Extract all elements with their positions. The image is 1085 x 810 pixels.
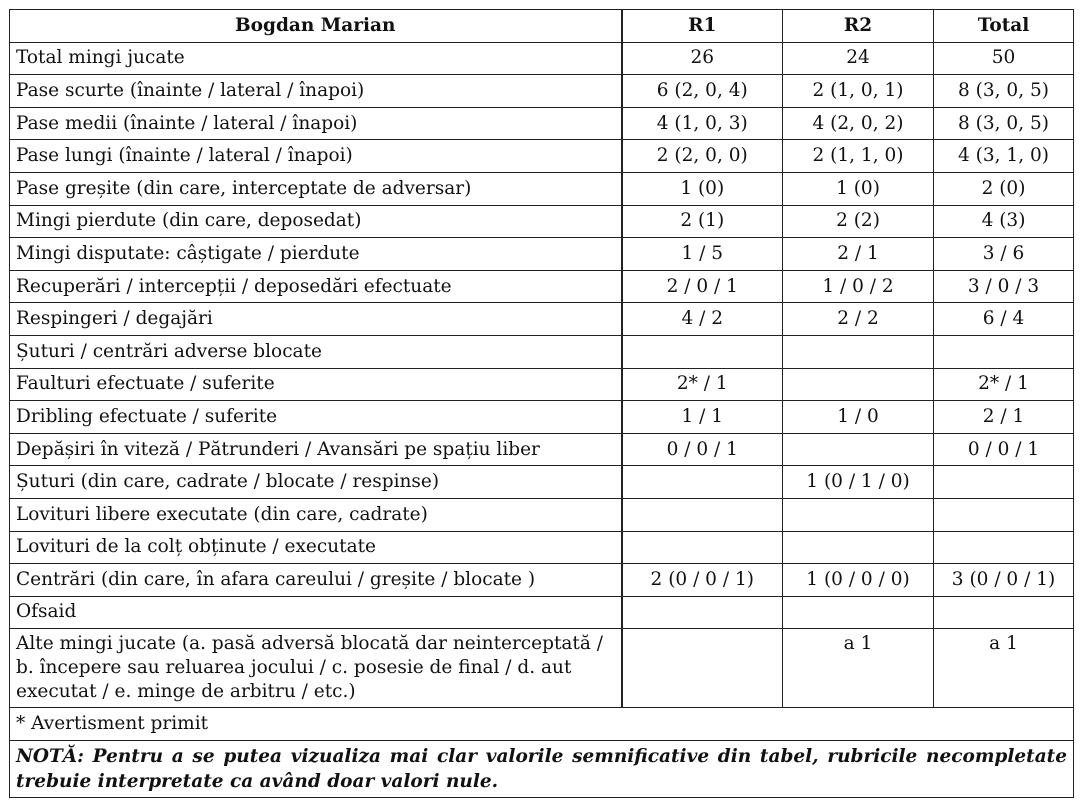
note-text: NOTĂ: Pentru a se putea vizualiza mai clar valorile semnificative din tabel, rubricile necompletate trebuie interpretate ca având doar valori nule. <box>10 740 1074 797</box>
table-row <box>10 172 1074 205</box>
stat-r2: 1 (0 / 1 / 0) <box>783 466 934 499</box>
stat-r1: 6 (2, 0, 4) <box>622 75 783 108</box>
stat-total <box>934 596 1074 629</box>
table-row <box>10 107 1074 140</box>
stat-r1: 4 / 2 <box>622 303 783 336</box>
stat-r1: 2 (0 / 0 / 1) <box>622 564 783 597</box>
table-row <box>10 270 1074 303</box>
stat-r2 <box>783 368 934 401</box>
stat-r1: 0 / 0 / 1 <box>622 433 783 466</box>
player-stats-table <box>9 9 1074 798</box>
table-row <box>10 564 1074 597</box>
stat-label: Pase greșite (din care, interceptate de adversar) <box>10 172 622 205</box>
table-row <box>10 75 1074 108</box>
stat-label: Ofsaid <box>10 596 622 629</box>
table-row <box>10 335 1074 368</box>
stat-r2: 2 (1, 1, 0) <box>783 140 934 173</box>
header-row <box>10 10 1074 43</box>
table-row <box>10 531 1074 564</box>
stat-total: 3 / 6 <box>934 238 1074 271</box>
stat-r1: 4 (1, 0, 3) <box>622 107 783 140</box>
table-row <box>10 238 1074 271</box>
stat-total: 4 (3) <box>934 205 1074 238</box>
stat-label: Recuperări / intercepții / deposedări efectuate <box>10 270 622 303</box>
stat-total <box>934 466 1074 499</box>
stat-total: 50 <box>934 42 1074 75</box>
stat-total: a 1 <box>934 629 1074 708</box>
stat-label: Centrări (din care, în afara careului / greșite / blocate ) <box>10 564 622 597</box>
stat-total: 2 (0) <box>934 172 1074 205</box>
stat-total: 2 / 1 <box>934 401 1074 434</box>
stat-label: Șuturi (din care, cadrate / blocate / respinse) <box>10 466 622 499</box>
stat-total: 6 / 4 <box>934 303 1074 336</box>
table-row <box>10 596 1074 629</box>
stat-r2: 1 / 0 / 2 <box>783 270 934 303</box>
table-row <box>10 205 1074 238</box>
stat-r2: 2 / 2 <box>783 303 934 336</box>
stat-label: Dribling efectuate / suferite <box>10 401 622 434</box>
stat-r2: 1 (0 / 0 / 0) <box>783 564 934 597</box>
table-row <box>10 303 1074 336</box>
stat-label: Mingi disputate: câștigate / pierdute <box>10 238 622 271</box>
stat-label: Pase scurte (înainte / lateral / înapoi) <box>10 75 622 108</box>
stat-r1 <box>622 498 783 531</box>
table-row <box>10 433 1074 466</box>
stat-label: Pase lungi (înainte / lateral / înapoi) <box>10 140 622 173</box>
stat-label: Respingeri / degajări <box>10 303 622 336</box>
stat-r1: 1 (0) <box>622 172 783 205</box>
stat-r2 <box>783 498 934 531</box>
stat-total: 8 (3, 0, 5) <box>934 75 1074 108</box>
stat-r1 <box>622 596 783 629</box>
stat-r1: 2 (2, 0, 0) <box>622 140 783 173</box>
col-header-r1: R1 <box>622 10 783 43</box>
stat-r1: 26 <box>622 42 783 75</box>
stat-r1: 1 / 5 <box>622 238 783 271</box>
stat-label: Lovituri libere executate (din care, cadrate) <box>10 498 622 531</box>
stat-r1: 2 (1) <box>622 205 783 238</box>
stat-r2 <box>783 596 934 629</box>
stat-label: Alte mingi jucate (a. pasă adversă blocată dar neinterceptată / b. începere sau reluarea jocului / c. posesie de final / d. aut executat / e. minge de arbitru / etc.) <box>10 629 622 708</box>
stat-r1: 1 / 1 <box>622 401 783 434</box>
stat-label: Pase medii (înainte / lateral / înapoi) <box>10 107 622 140</box>
table-row <box>10 466 1074 499</box>
note-row <box>10 740 1074 797</box>
stat-total <box>934 498 1074 531</box>
stat-total <box>934 531 1074 564</box>
table-row <box>10 498 1074 531</box>
stat-total <box>934 335 1074 368</box>
stat-r2: 4 (2, 0, 2) <box>783 107 934 140</box>
footnote-text: * Avertisment primit <box>10 708 1074 741</box>
stat-r2: 2 / 1 <box>783 238 934 271</box>
col-header-total: Total <box>934 10 1074 43</box>
col-header-r2: R2 <box>783 10 934 43</box>
stat-r2: a 1 <box>783 629 934 708</box>
stat-total: 0 / 0 / 1 <box>934 433 1074 466</box>
stat-label: Faulturi efectuate / suferite <box>10 368 622 401</box>
stat-r2: 2 (1, 0, 1) <box>783 75 934 108</box>
stat-r1: 2 / 0 / 1 <box>622 270 783 303</box>
stat-r1 <box>622 629 783 708</box>
stat-total: 3 (0 / 0 / 1) <box>934 564 1074 597</box>
footnote-row <box>10 708 1074 741</box>
table-row <box>10 42 1074 75</box>
table-row <box>10 368 1074 401</box>
stat-total: 2* / 1 <box>934 368 1074 401</box>
stat-r2: 1 / 0 <box>783 401 934 434</box>
player-name-header: Bogdan Marian <box>10 10 622 43</box>
stat-r1 <box>622 335 783 368</box>
stat-total: 3 / 0 / 3 <box>934 270 1074 303</box>
stat-label: Lovituri de la colț obținute / executate <box>10 531 622 564</box>
stat-total: 4 (3, 1, 0) <box>934 140 1074 173</box>
stat-label: Mingi pierdute (din care, deposedat) <box>10 205 622 238</box>
stat-r2 <box>783 531 934 564</box>
table-row <box>10 401 1074 434</box>
stat-row-other <box>10 629 1074 708</box>
stat-r2: 1 (0) <box>783 172 934 205</box>
stat-r1 <box>622 531 783 564</box>
stat-label: Șuturi / centrări adverse blocate <box>10 335 622 368</box>
stat-r1 <box>622 466 783 499</box>
stat-label: Total mingi jucate <box>10 42 622 75</box>
stat-r2: 2 (2) <box>783 205 934 238</box>
stat-r2: 24 <box>783 42 934 75</box>
stat-total: 8 (3, 0, 5) <box>934 107 1074 140</box>
stat-label: Depășiri în viteză / Pătrunderi / Avansări pe spațiu liber <box>10 433 622 466</box>
stat-r2 <box>783 433 934 466</box>
table-row <box>10 140 1074 173</box>
stat-r1: 2* / 1 <box>622 368 783 401</box>
stat-r2 <box>783 335 934 368</box>
